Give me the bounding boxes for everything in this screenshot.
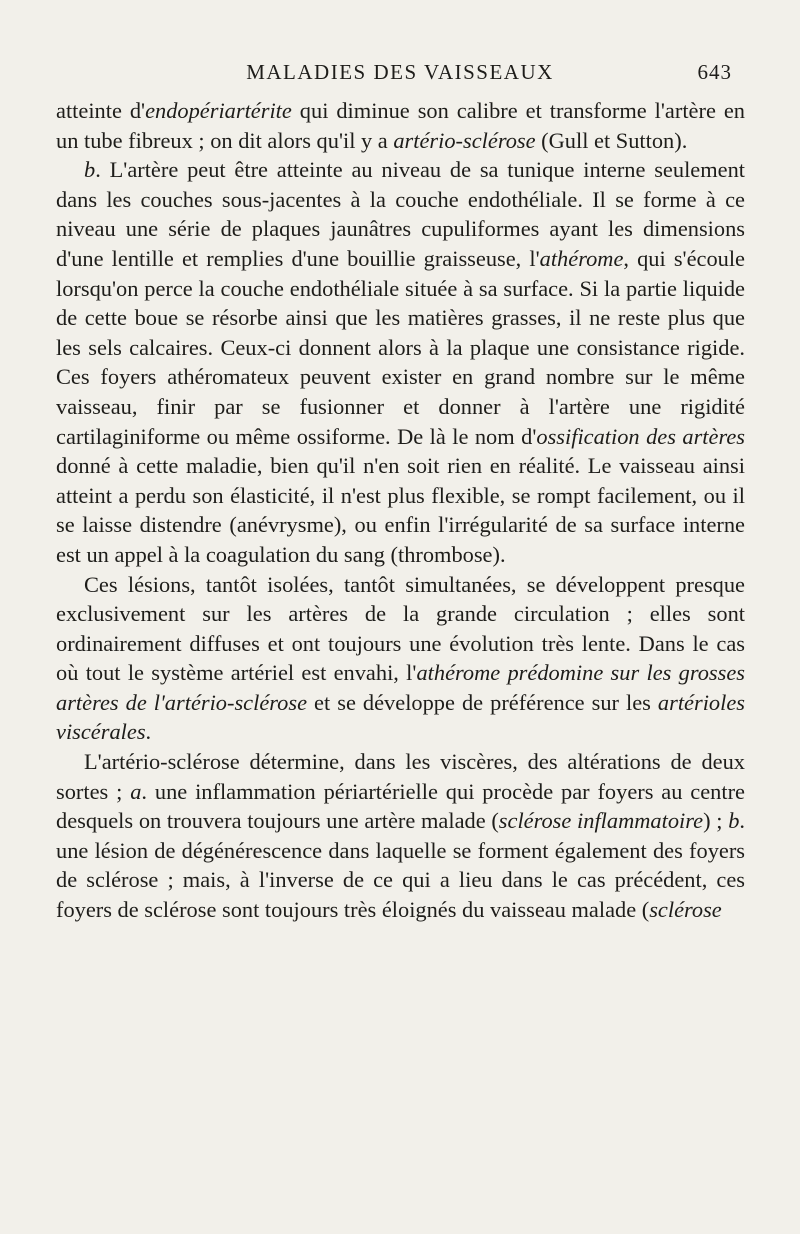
text-run: . une lésion de dégénérescence dans laquelle se forment également des foyers de sclérose ; mais, à l'inverse de ce qui a lieu dans le cas précédent, ces foyers de sclérose sont toujours très éloignés du vaisseau malade (: [56, 808, 745, 923]
paragraph-2: [56, 155, 745, 569]
paragraph-4: [56, 747, 745, 925]
italic-term: artérioles viscérales: [56, 689, 745, 745]
text-run: . L'artère peut être atteinte au niveau de sa tunique interne seulement dans les couches sous-jacentes à la couche endothéliale. Il se forme à ce niveau une série de plaques jaunâtres cupuliformes ayant les dimensions d'une lentille et remplies d'une bouillie graisseuse, l': [56, 157, 745, 271]
italic-term: artério-sclérose: [393, 127, 536, 153]
text-run: qui diminue son calibre et transforme l'artère en un tube fibreux ; on dit alors qu'il y a: [56, 98, 745, 153]
italic-term: b: [728, 808, 740, 834]
text-run: ) ;: [703, 808, 729, 834]
italic-term: b: [84, 157, 96, 183]
italic-term: endopériartérite: [145, 98, 292, 123]
text-run: , qui s'écoule lorsqu'on perce la couche endothéliale située à sa surface. Si la partie liquide de cette boue se résorbe ainsi que les matières grasses, il ne reste plus que les sels calcaires. Ceux-ci donnent alors à la plaque une consistance rigide. Ces foyers athéromateux peuvent exister en grand nombre sur le même vaisseau, finir par se fusionner et donner à l'artère une rigidité cartilaginiforme ou même ossiforme. De là le nom d': [56, 245, 745, 449]
page-header: [0, 60, 800, 90]
text-run: donné à cette maladie, bien qu'il n'en soit rien en réalité. Le vaisseau ainsi atteint a perdu son élasticité, il n'est plus flexible, se rompt facilement, ou il se laisse distendre (anévrysme), ou enfin l'irrégularité de sa surface interne est un appel à la coagulation du sang (thrombose).: [56, 453, 745, 567]
text-run: .: [145, 719, 152, 745]
italic-term: sclérose inflammatoire: [498, 808, 704, 834]
text-run: atteinte d': [56, 98, 146, 123]
italic-term: athérome: [539, 245, 624, 271]
text-run: L'artério-sclérose détermine, dans les viscères, des altérations de deux sortes ;: [56, 749, 745, 804]
body-text: [56, 96, 745, 925]
running-title: MALADIES DES VAISSEAUX: [246, 60, 554, 84]
paragraph-3: [56, 570, 745, 748]
italic-term: sclérose: [649, 897, 722, 923]
page-number: 643: [697, 60, 732, 84]
text-run: (Gull et Sutton).: [535, 127, 688, 153]
text-run: Ces lésions, tantôt isolées, tantôt simultanées, se développent presque exclusivement sur les artères de la grande circulation ; elles sont ordinairement diffuses et ont toujours une évolution très lente. Dans le cas où tout le système artériel est envahi, l': [56, 571, 745, 686]
italic-term: athérome prédomine sur les grosses artères de l'artério-sclérose: [56, 660, 746, 715]
paragraph-1: [56, 96, 745, 155]
italic-term: ossification des artères: [536, 423, 745, 449]
text-run: . une inflammation périartérielle qui procède par foyers au centre desquels on trouvera toujours une artère malade (: [56, 778, 745, 834]
italic-term: a: [130, 778, 142, 804]
text-run: et se développe de préférence sur les: [307, 689, 658, 715]
